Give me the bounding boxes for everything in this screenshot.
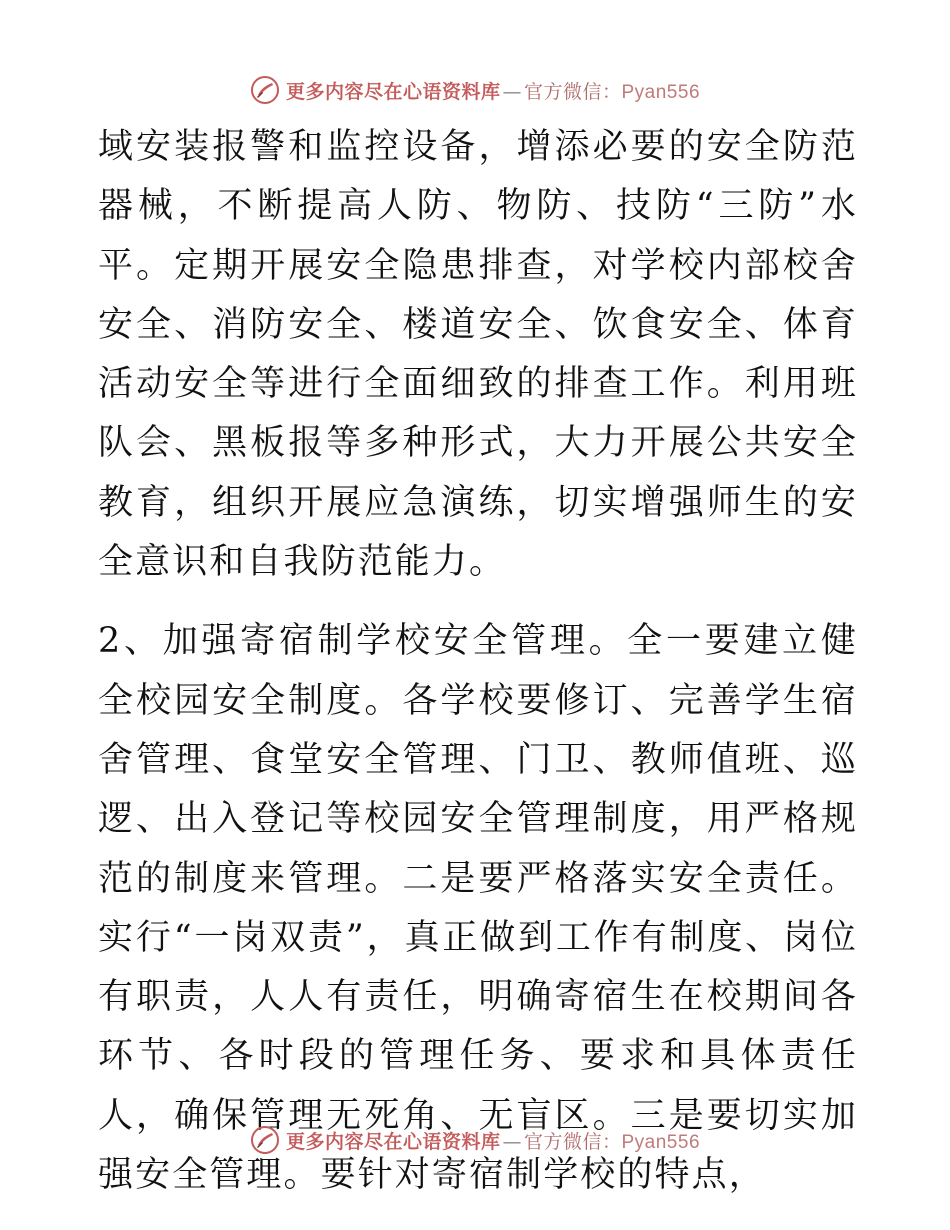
document-body: [98, 118, 858, 1205]
watermark-wechat-label: 官方微信：: [523, 1130, 622, 1153]
footer-watermark: [0, 1120, 950, 1160]
watermark-main-text: 更多内容尽在心语资料库: [285, 1130, 501, 1153]
watermark-wechat-id: Pyan556: [621, 1131, 701, 1153]
body-paragraph-1: 域安装报警和监控设备，增添必要的安全防范器械，不断提高人防、物防、技防“三防”水平。定期开展安全隐患排查，对学校内部校舍安全、消防安全、楼道安全、饮食安全、体育活动安全等进行全面细致的排查工作。利用班队会、黑板报等多种形式，大力开展公共安全教育，组织开展应急演练，切实增强师生的安全意识和自我防范能力。: [98, 127, 858, 583]
watermark-main-text: 更多内容尽在心语资料库: [285, 80, 501, 103]
pen-book-logo-icon: [250, 75, 280, 105]
pen-book-logo-icon: [250, 1125, 280, 1155]
watermark-separator: —: [502, 80, 522, 103]
header-watermark: [0, 70, 950, 110]
watermark-separator: —: [502, 1130, 522, 1153]
watermark-wechat-label: 官方微信：: [523, 80, 622, 103]
watermark-wechat-id: Pyan556: [621, 81, 701, 103]
body-paragraph-2: 2、加强寄宿制学校安全管理。全一要建立健全校园安全制度。各学校要修订、完善学生宿舍管理、食堂安全管理、门卫、教师值班、巡逻、出入登记等校园安全管理制度，用严格规范的制度来管理。二是要严格落实安全责任。实行“一岗双责”，真正做到工作有制度、岗位有职责，人人有责任，明确寄宿生在校期间各环节、各时段的管理任务、要求和具体责任人，确保管理无死角、无盲区。三是要切实加强安全管理。要针对寄宿制学校的特点，: [98, 621, 858, 1196]
